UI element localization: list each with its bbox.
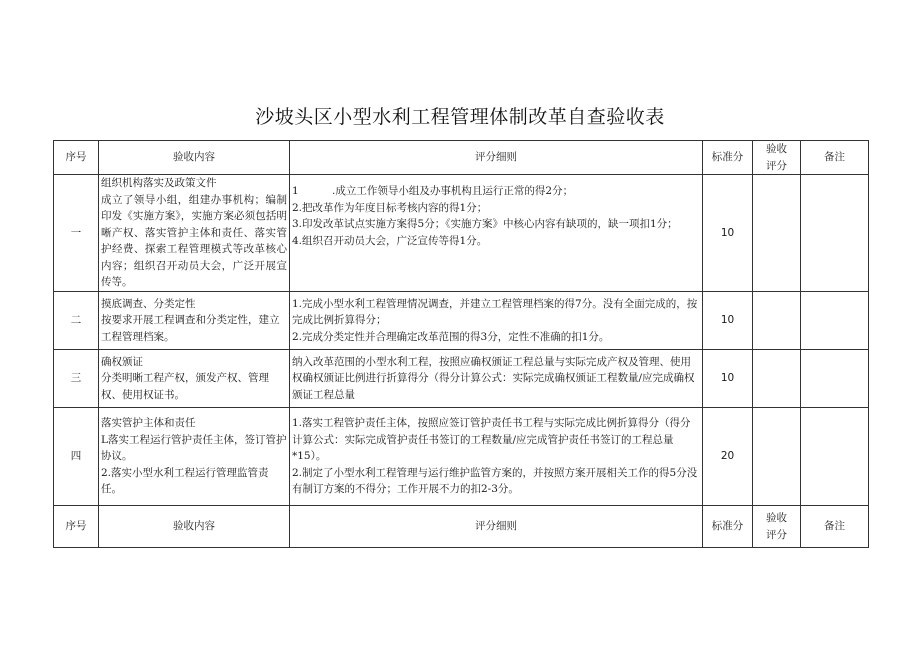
content-heading: 摸底调查、分类定性 [101, 297, 196, 310]
row-rules [290, 350, 703, 408]
row-score-cell[interactable] [753, 175, 801, 292]
row-standard: 10 [703, 292, 753, 350]
row-seq: 四 [54, 408, 99, 506]
table-row [54, 408, 869, 506]
header-score [753, 506, 801, 548]
table-row [54, 175, 869, 292]
rule-item: 3.印发改革试点实施方案得5分；《实施方案》中核心内容有缺项的，缺一项扣1分； [292, 218, 678, 230]
content-heading: 组织机构落实及政策文件 [101, 177, 217, 190]
row-content [99, 350, 290, 408]
header-standard: 标准分 [703, 506, 753, 548]
content-detail: L落实工程运行管护责任主体，签订管护协议。 [101, 433, 287, 463]
row-seq: 一 [54, 175, 99, 292]
content-heading: 确权颁证 [101, 355, 143, 368]
header-score-line2: 评分 [766, 159, 787, 172]
row-seq: 二 [54, 292, 99, 350]
rule-item: 1 .成立工作领导小组及办事机构且运行正常的得2分； [292, 185, 574, 197]
header-score [753, 141, 801, 175]
row-score-cell[interactable] [753, 408, 801, 506]
rule-item: 2.把改革作为年度目标考核内容的得1分； [292, 201, 488, 214]
rule-item: 2.制定了小型水利工程管理与运行维护监管方案的，并按照方案开展相关工作的得5分没有制订方案的不得分；工作开展不力的扣2-3分。 [292, 466, 698, 496]
header-remark: 备注 [801, 141, 869, 175]
header-rules: 评分细则 [290, 141, 703, 175]
header-content: 验收内容 [99, 141, 290, 175]
row-content [99, 408, 290, 506]
row-content [99, 292, 290, 350]
header-rules: 评分细则 [290, 506, 703, 548]
review-table [53, 140, 869, 548]
content-detail: 按要求开展工程调查和分类定性，建立工程管理档案。 [101, 314, 280, 343]
header-remark: 备注 [801, 506, 869, 548]
row-score-cell[interactable] [753, 292, 801, 350]
header-standard: 标准分 [703, 141, 753, 175]
row-standard: 10 [703, 175, 753, 292]
content-detail: 分类明晰工程产权，颁发产权、管理权、使用权证书。 [101, 372, 269, 401]
table-row [54, 292, 869, 350]
rule-item: 纳入改革范围的小型水利工程，按照应确权颁证工程总量与实际完成产权及管理、使用权确权颁证比例进行折算得分（得分计算公式：实际完成确权颁证工程数量/应完成确权颁证工程总量 [292, 355, 695, 401]
row-remark-cell[interactable] [801, 350, 869, 408]
row-remark-cell[interactable] [801, 292, 869, 350]
header-score-line1: 验收 [766, 143, 787, 155]
content-detail: 2.落实小型水利工程运行管理监管责任。 [101, 466, 269, 496]
table-header-row [54, 141, 869, 175]
rule-item: 1.落实工程管护责任主体，按照应签订管护责任书工程与实际完成比例折算得分（得分计算公式：实际完成管护责任书签订的工程数量/应完成管护责任书签订的工程总量*15）。 [292, 417, 691, 463]
header-score-line2: 评分 [766, 528, 787, 541]
rule-item: 1.完成小型水利工程管理情况调查，并建立工程管理档案的得7分。没有全面完成的，按完成比例折算得分； [292, 297, 698, 327]
header-seq: 序号 [54, 506, 99, 548]
row-content [99, 175, 290, 292]
row-seq: 三 [54, 350, 99, 408]
rule-item: 2.完成分类定性并合理确定改革范围的得3分，定性不准确的扣1分。 [292, 330, 610, 343]
row-score-cell[interactable] [753, 350, 801, 408]
page-title: 沙坡头区小型水利工程管理体制改革自查验收表 [255, 106, 665, 128]
row-remark-cell[interactable] [801, 175, 869, 292]
row-standard: 10 [703, 350, 753, 408]
header-seq: 序号 [54, 141, 99, 175]
row-remark-cell[interactable] [801, 408, 869, 506]
row-standard: 20 [703, 408, 753, 506]
content-heading: 落实管护主体和责任 [101, 417, 196, 430]
header-score-line1: 验收 [766, 512, 787, 524]
row-rules [290, 292, 703, 350]
row-rules [290, 175, 703, 292]
content-detail: 成立了领导小组，组建办事机构；编制印发《实施方案》，实施方案必须包括明晰产权、落实管护主体和责任、落实管护经费、探索工程管理模式等改革核心内容；组织召开动员大会，广泛开展宣传等。 [101, 193, 287, 289]
row-rules [290, 408, 703, 506]
table-row [54, 350, 869, 408]
header-content: 验收内容 [99, 506, 290, 548]
rule-item: 4.组织召开动员大会，广泛宣传等得1分。 [292, 234, 488, 247]
table-header-row-repeat [54, 506, 869, 548]
